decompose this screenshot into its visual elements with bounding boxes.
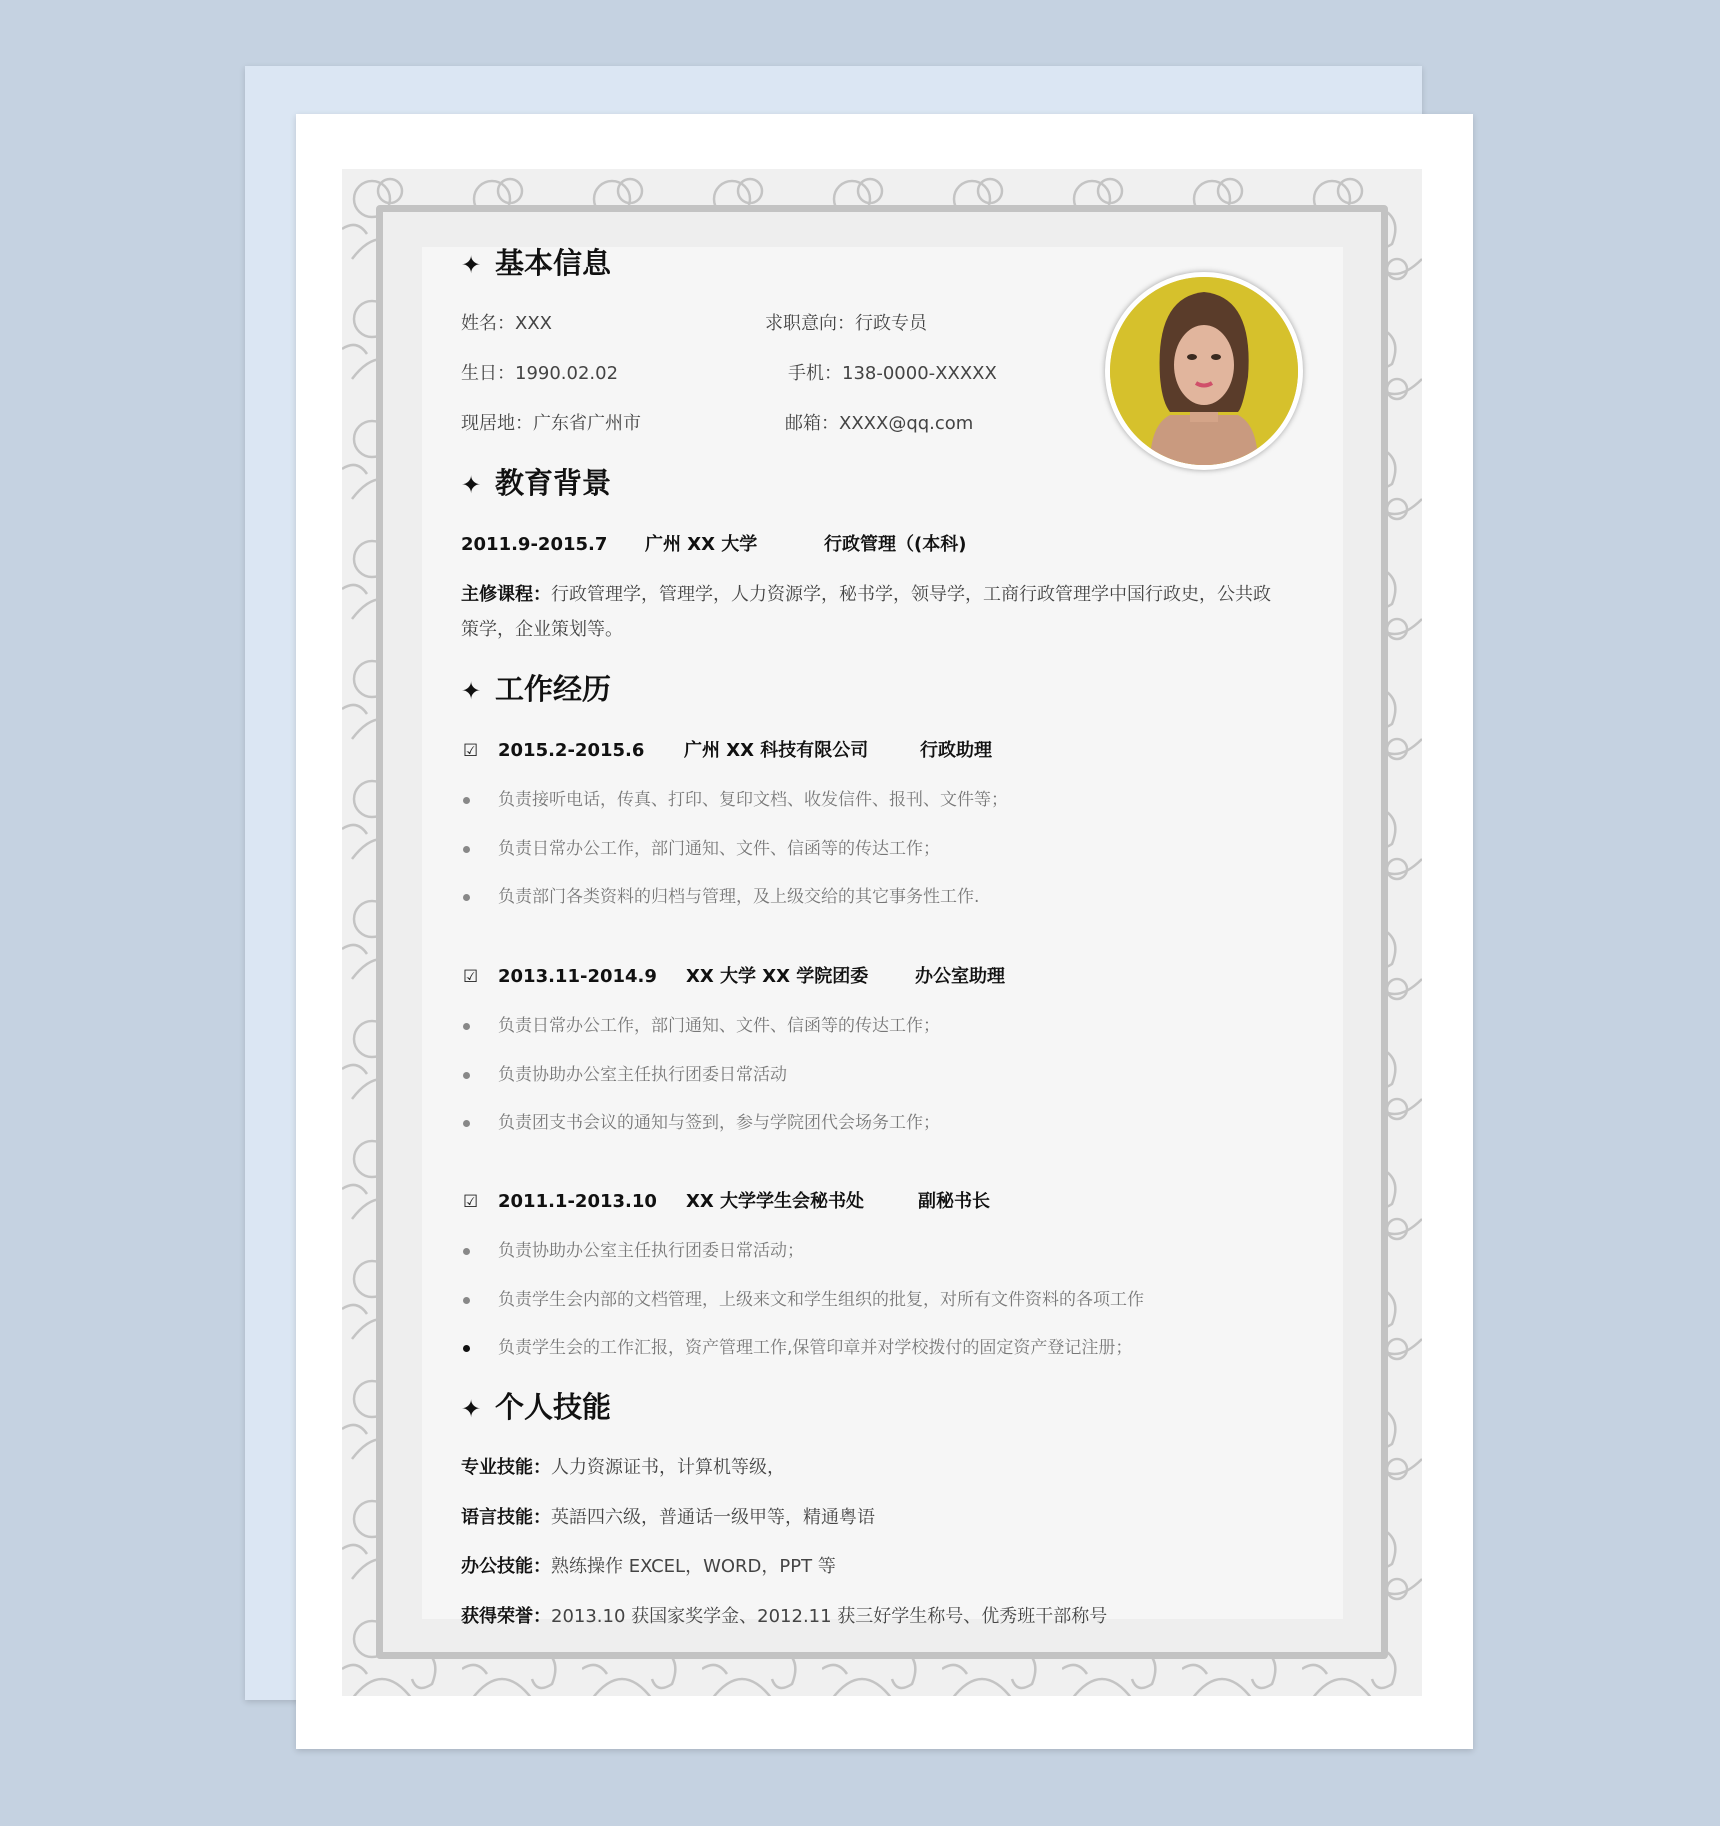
bullet-dot-icon [463,797,470,804]
bullet-dot-icon [463,1120,470,1127]
address-field: 现居地：广东省广州市 [461,413,641,434]
education-school: 广州 XX 大学 [645,534,758,555]
job-duty: 负责团支书会议的通知与签到，参与学院团代会场务工作； [498,1113,940,1133]
job-period: 2015.2-2015.6 [498,740,645,761]
checkbox-checked-icon: ☑ [463,741,479,761]
job-role: 行政助理 [920,740,992,761]
education-period: 2011.9-2015.7 [461,534,608,555]
course-line-2: 策学，企业策划等。 [461,619,623,640]
bullet-dot-icon [463,1345,470,1352]
course-line-1 [461,583,1271,607]
skill-label: 专业技能： [461,1457,551,1478]
job-duty: 负责部门各类资料的归档与管理，及上级交给的其它事务性工作. [498,887,980,907]
job-duty: 负责学生会的工作汇报，资产管理工作,保管印章并对学校拨付的固定资产登记注册； [498,1338,1133,1358]
job-duty: 负责日常办公工作，部门通知、文件、信函等的传达工作； [498,839,940,859]
skill-value: 人力资源证书，计算机等级， [551,1457,785,1478]
checkbox-checked-icon: ☑ [463,967,479,987]
job-org: XX 大学学生会秘书处 [686,1191,865,1212]
education-major: 行政管理（(本科) [824,534,967,555]
course-text: 行政管理学，管理学，人力资源学，秘书学，领导学，工商行政管理学中国行政史，公共政 [551,584,1271,605]
section-heading-basic [461,243,611,283]
phone-field: 手机：138-0000-XXXXX [788,363,997,384]
star-icon: ✦ [461,1395,482,1423]
bullet-dot-icon [463,894,470,901]
section-heading-work [461,669,611,709]
bullet-dot-icon [463,1297,470,1304]
bullet-dot-icon [463,846,470,853]
section-title: 教育背景 [495,466,612,500]
job-intent-field: 求职意向：行政专员 [765,313,927,334]
skill-value: 熟练操作 EXCEL，WORD，PPT 等 [551,1556,836,1577]
skill-label: 语言技能： [461,1507,551,1528]
course-label: 主修课程： [461,584,551,605]
star-icon: ✦ [461,677,482,705]
bullet-dot-icon [463,1248,470,1255]
job-period: 2013.11-2014.9 [498,966,657,987]
name-field: 姓名：XXX [461,313,552,334]
email-field: 邮箱：XXXX@qq.com [785,413,974,434]
section-title: 个人技能 [495,1390,612,1424]
bullet-dot-icon [463,1072,470,1079]
job-duty: 负责协助办公室主任执行团委日常活动； [498,1241,804,1261]
skill-label: 办公技能： [461,1556,551,1577]
section-title: 基本信息 [495,246,612,280]
star-icon: ✦ [461,471,482,499]
job-role: 办公室助理 [915,966,1005,987]
section-heading-skills [461,1387,611,1427]
bullet-dot-icon [463,1023,470,1030]
job-org: 广州 XX 科技有限公司 [684,740,869,761]
skill-item [461,1605,1107,1629]
skill-label: 获得荣誉： [461,1606,551,1627]
job-duty: 负责协助办公室主任执行团委日常活动 [498,1065,787,1085]
checkbox-checked-icon: ☑ [463,1192,479,1212]
job-duty: 负责日常办公工作，部门通知、文件、信函等的传达工作； [498,1016,940,1036]
job-org: XX 大学 XX 学院团委 [686,966,869,987]
profile-photo [1105,272,1303,470]
skill-item [461,1506,875,1530]
section-heading-education [461,463,611,503]
skill-value: 英語四六级，普通话一级甲等，精通粤语 [551,1507,875,1528]
section-title: 工作经历 [495,672,612,706]
job-duty: 负责接听电话，传真、打印、复印文档、收发信件、报刊、文件等； [498,790,1008,810]
star-icon: ✦ [461,251,482,279]
skill-value: 2013.10 获国家奖学金、2012.11 获三好学生称号、优秀班干部称号 [551,1606,1108,1627]
job-role: 副秘书长 [918,1191,990,1212]
skill-item [461,1456,785,1480]
job-duty: 负责学生会内部的文档管理，上级来文和学生组织的批复，对所有文件资料的各项工作 [498,1290,1144,1310]
job-period: 2011.1-2013.10 [498,1191,657,1212]
skill-item [461,1555,836,1579]
birthday-field: 生日：1990.02.02 [461,363,619,384]
